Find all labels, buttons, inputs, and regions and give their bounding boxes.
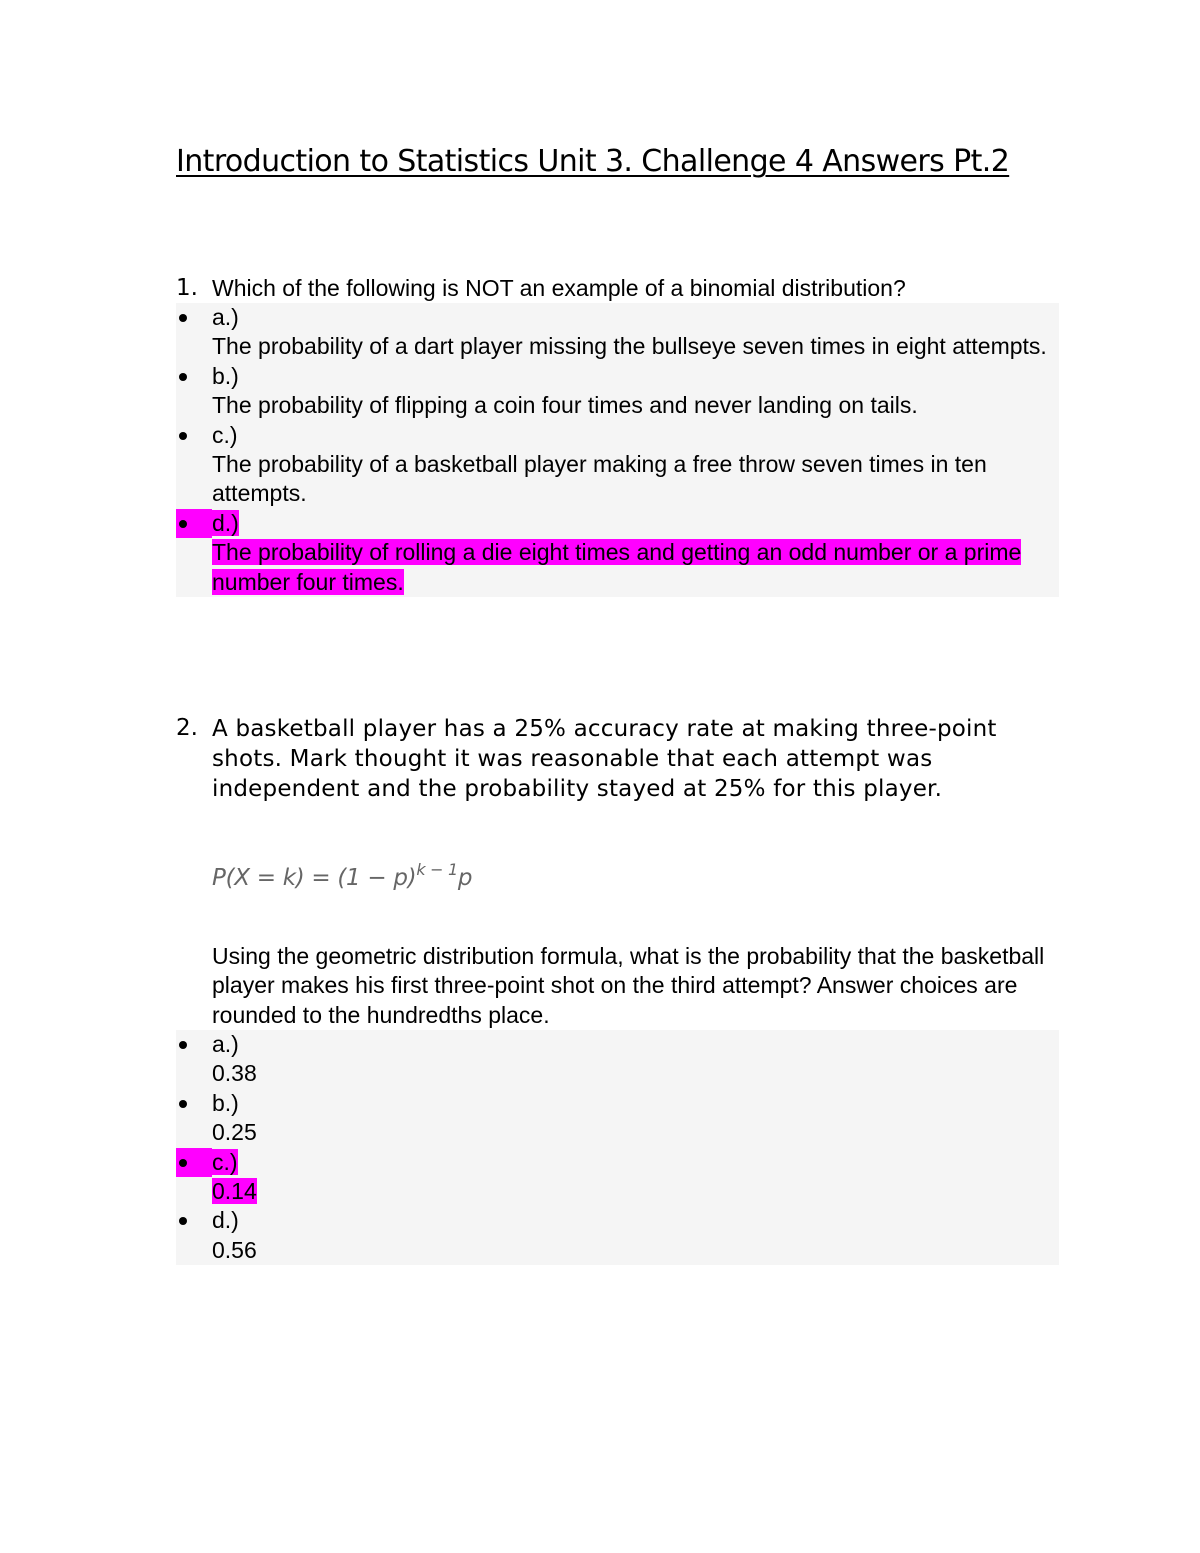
question-1-option-a: [176, 303, 1059, 362]
question-2-prompt: Using the geometric distribution formula, what is the probability that the basketball player makes his first three-point shot on the third attempt? Answer choices are rounded to the hundredths place.: [212, 943, 1045, 1028]
option-label: d.): [212, 1207, 239, 1234]
geometric-formula: [212, 860, 472, 891]
option-text: 0.14: [212, 1178, 257, 1205]
option-label: b.): [212, 1089, 239, 1116]
option-label: d.): [212, 509, 239, 536]
bullet-icon: [176, 1030, 212, 1059]
option-text: The probability of rolling a die eight times and getting an odd number or a prime number four times.: [212, 539, 1022, 595]
option-text: 0.25: [212, 1119, 257, 1146]
question-1-options: [176, 303, 1059, 597]
question-2-text: A basketball player has a 25% accuracy rate at making three-point shots. Mark thought it was reasonable that each attempt was independent and the probability stayed at 25% for this player.: [212, 716, 997, 802]
option-label: b.): [212, 362, 239, 389]
bullet-icon: [176, 1148, 212, 1177]
question-1-option-b: [176, 362, 1059, 421]
formula-lhs: P(X = k) = (1 − p): [212, 865, 417, 891]
question-2-option-b: [176, 1089, 1059, 1148]
question-1-option-c: [176, 421, 1059, 509]
option-label: a.): [212, 304, 239, 330]
bullet-icon: [176, 362, 212, 391]
question-2-option-a: [176, 1030, 1059, 1089]
bullet-icon: [176, 1089, 212, 1118]
option-text: The probability of flipping a coin four times and never landing on tails.: [212, 392, 918, 419]
option-label: c.): [212, 421, 238, 448]
bullet-icon: [176, 509, 212, 538]
question-1-number: 1.: [176, 275, 198, 301]
question-2-option-d: [176, 1206, 1059, 1265]
document-title: Introduction to Statistics Unit 3. Challenge 4 Answers Pt.2: [176, 144, 1010, 179]
bullet-icon: [176, 303, 212, 332]
bullet-icon: [176, 421, 212, 450]
question-1-option-d-answer: [176, 509, 1059, 597]
question-2-options: [176, 1030, 1059, 1265]
option-text: The probability of a dart player missing the bullseye seven times in eight attempts.: [212, 333, 1047, 360]
formula-exponent: k − 1: [416, 860, 458, 879]
option-text: 0.56: [212, 1236, 257, 1263]
option-label: a.): [212, 1031, 239, 1057]
question-1-text: Which of the following is NOT an example of a binomial distribution?: [212, 275, 906, 301]
bullet-icon: [176, 1206, 212, 1235]
option-label: c.): [212, 1148, 238, 1175]
option-text: 0.38: [212, 1060, 257, 1087]
option-text: The probability of a basketball player making a free throw seven times in ten attempts.: [212, 451, 987, 507]
question-2-option-c-answer: [176, 1148, 1059, 1207]
question-2-number: 2.: [176, 715, 198, 741]
formula-rhs: p: [457, 865, 473, 891]
